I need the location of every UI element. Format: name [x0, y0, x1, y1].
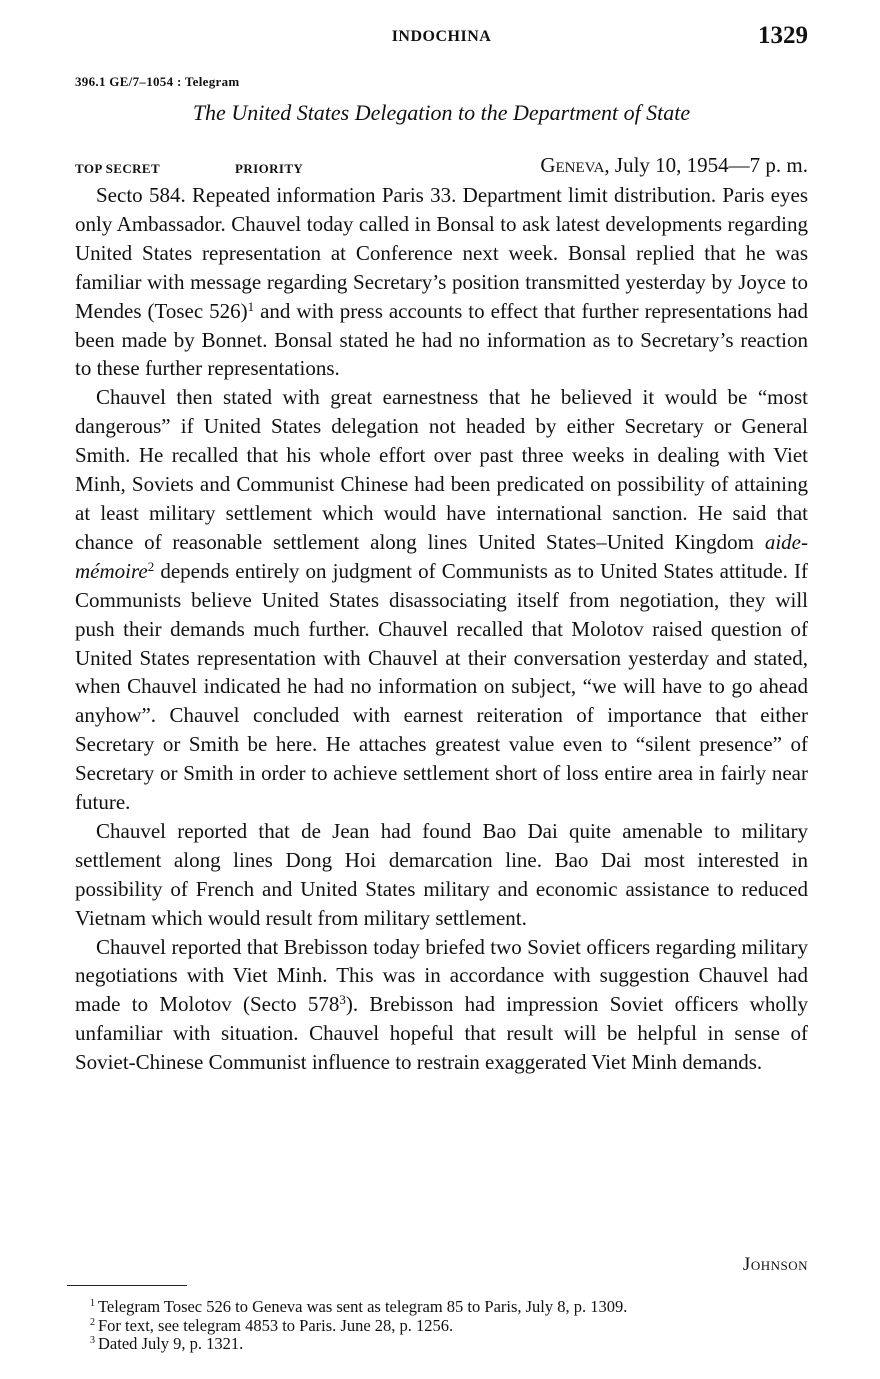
- footnote-3-text: Dated July 9, p. 1321.: [98, 1334, 244, 1353]
- footnote-divider: [67, 1285, 187, 1286]
- paragraph-2-text-a: Chauvel then stated with great earnestness that he believed it would be “most dangerous” if United States delegation not headed by either Secretary or General Smith. He recalled that his whole effort over past three weeks in dealing with Viet Minh, Soviets and Communist Chinese had been predicated on possibility of attaining at least military settlement which would have international sanction. He said that chance of reasonable settlement along lines United States–United Kingdom: [75, 385, 808, 554]
- priority-label: PRIORITY: [235, 161, 304, 176]
- footnote-ref-3[interactable]: 3: [339, 992, 346, 1008]
- paragraph-4: [75, 933, 808, 1078]
- dateline: [540, 153, 808, 178]
- paragraph-2-text-b: depends entirely on judgment of Communists as to United States attitude. If Communists believe United States disassociating itself from negotiation, they will push their demands much further. Chauvel recalled that Molotov raised question of United States representation with Chauvel at their conversation yesterday and stated, when Chauvel indicated he had no information on subject, “we will have to go ahead anyhow”. Chauvel concluded with earnest reiteration of importance that either Secretary or Smith be here. He attaches greatest value even to “silent presence” of Secretary or Smith in order to achieve settlement short of loss entire area in fairly near future.: [75, 558, 808, 815]
- footnote-1-mark: 1: [90, 1298, 95, 1309]
- paragraph-2: [75, 383, 808, 817]
- running-title: INDOCHINA: [391, 28, 492, 45]
- telegram-body: [75, 181, 808, 1077]
- paragraph-4-text-b: ). Brebisson had impression Soviet officers wholly unfamiliar with situation. Chauvel hopeful that result will be helpful in sense of Soviet-Chinese Communist influence to restrain exaggerated Viet Minh demands.: [75, 992, 808, 1075]
- footnote-ref-1[interactable]: 1: [247, 298, 255, 314]
- footnotes: [90, 1298, 810, 1354]
- signature: Johnson: [742, 1254, 808, 1275]
- document-title: The United States Delegation to the Department of State: [192, 100, 691, 125]
- running-head: [75, 22, 808, 52]
- paragraph-1-text-b: and with press accounts to effect that further representations had been made by Bonnet. Bonsal stated he had no information as to Secretary’s reaction to these further representations.: [75, 298, 808, 381]
- paragraph-4-text-a: Chauvel reported that Brebisson today briefed two Soviet officers regarding military negotiations with Viet Minh. This was in accordance with suggestion Chauvel had made to Molotov (Secto 578: [75, 934, 808, 1017]
- footnote-1: [90, 1298, 810, 1317]
- classification-label: TOP SECRET: [75, 161, 161, 176]
- paragraph-3-text: Chauvel reported that de Jean had found Bao Dai quite amenable to military settlement along lines Dong Hoi demarcation line. Bao Dai most interested in possibility of French and United States military and economic assistance to reduced Vietnam which would result from military settlement.: [75, 818, 808, 930]
- telegram-meta-line: [75, 153, 808, 181]
- paragraph-1-text-a: Secto 584. Repeated information Paris 33. Department limit distribution. Paris eyes only Ambassador. Chauvel today called in Bonsal to ask latest developments regarding United States representation at Conference next week. Bonsal replied that he was familiar with message regarding Secretary’s position transmitted yesterday by Joyce to Mendes (Tosec 526): [75, 183, 808, 323]
- footnote-2-mark: 2: [90, 1316, 95, 1328]
- paragraph-1: [75, 181, 808, 383]
- footnote-2: [90, 1317, 810, 1336]
- footnote-2-text: For text, see telegram 4853 to Paris. June 28, p. 1256.: [98, 1315, 454, 1335]
- file-reference: 396.1 GE/7–1054 : Telegram: [75, 74, 240, 89]
- page-number: 1329: [758, 22, 808, 49]
- dateline-date: July 10, 1954—7 p. m.: [609, 153, 808, 177]
- dateline-place: Geneva,: [540, 153, 610, 177]
- footnote-1-text: Telegram Tosec 526 to Geneva was sent as telegram 85 to Paris, July 8, p. 1309.: [98, 1297, 628, 1316]
- paragraph-3: [75, 817, 808, 933]
- footnote-3: [90, 1335, 810, 1354]
- paragraph-2-italic-term: aide-mémoire: [75, 529, 808, 583]
- footnote-ref-2[interactable]: 2: [147, 558, 155, 574]
- footnote-3-mark: 3: [90, 1335, 95, 1346]
